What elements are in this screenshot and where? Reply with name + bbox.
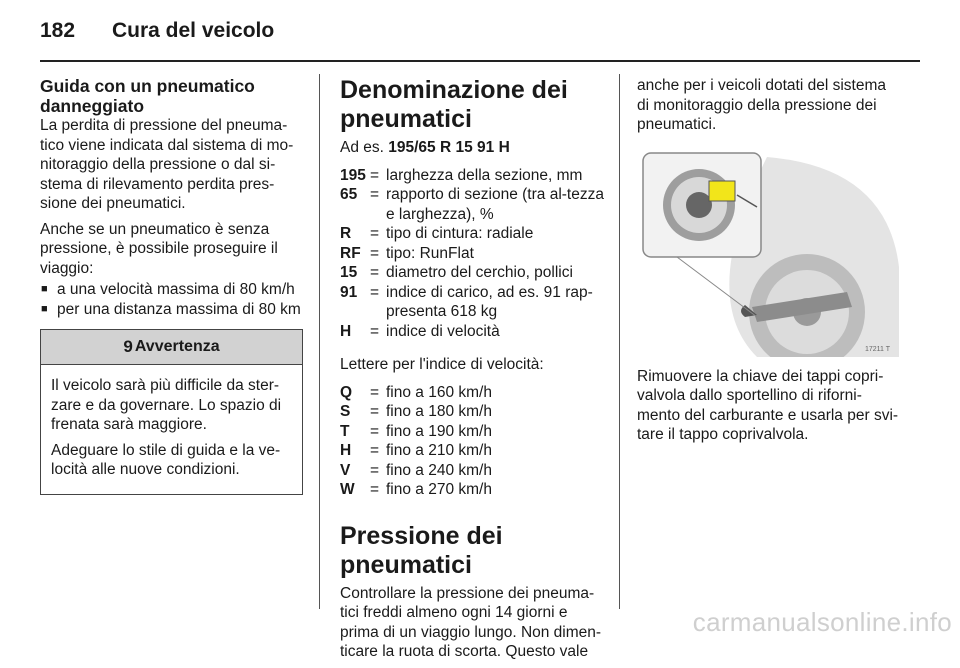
equals-sign: =	[370, 461, 380, 479]
paragraph: anche per i veicoli dotati del sistema di monitoraggio della pressione dei pneumatici.	[637, 77, 886, 133]
equals-sign: =	[370, 186, 380, 203]
equals-sign: =	[370, 422, 380, 440]
section-heading-tyre-pressure: Pressione dei pneumatici	[340, 521, 503, 579]
watermark: carmanualsonline.info	[692, 607, 952, 637]
section-heading-damaged-tyre: Guida con un pneumatico danneggiato	[40, 76, 255, 116]
list-item: ■ a una velocità massima di 80 km/h	[40, 280, 303, 300]
warning-body	[41, 365, 302, 494]
list-item: ■ per una distanza massima di 80 km	[40, 300, 303, 320]
equals-sign: =	[370, 481, 380, 498]
warning-text: Adeguare lo stile di guida e la ve-locità alle nuove condizioni.	[51, 441, 281, 478]
equals-sign: =	[370, 383, 380, 401]
code-key: 195	[340, 166, 366, 184]
page-number: 182	[40, 19, 76, 42]
column-2	[340, 76, 605, 668]
code-description: tipo: RunFlat	[386, 244, 474, 262]
code-description: tipo di cintura: radiale	[386, 225, 534, 242]
code-key: Q	[340, 383, 353, 401]
code-description: fino a 190 km/h	[386, 422, 492, 440]
equals-sign: =	[370, 322, 380, 340]
example-line	[340, 138, 605, 158]
code-key: 15	[340, 264, 358, 281]
column-3	[637, 76, 902, 451]
code-description: fino a 240 km/h	[386, 461, 492, 479]
code-description: diametro del cerchio, pollici	[386, 264, 573, 281]
section-heading-tyre-designation: Denominazione dei pneumatici	[340, 76, 568, 133]
equals-sign: =	[370, 244, 380, 262]
code-key: H	[340, 322, 352, 340]
speed-index-intro: Lettere per l'indice di velocità:	[340, 356, 544, 373]
warning-header	[41, 330, 302, 365]
warning-title: Avvertenza	[134, 338, 220, 356]
example-code: 195/65 R 15 91 H	[388, 139, 510, 156]
code-key: S	[340, 403, 351, 420]
example-prefix: Ad es.	[340, 139, 384, 156]
warning-box	[40, 329, 303, 495]
code-description: larghezza della sezione, mm	[386, 166, 583, 184]
code-description: fino a 180 km/h	[386, 403, 492, 420]
warning-triangle-icon: 9	[123, 337, 133, 357]
column-divider-1	[319, 74, 320, 609]
code-key: 91	[340, 283, 358, 301]
page-header	[40, 19, 274, 43]
code-key: R	[340, 225, 352, 242]
fuel-flap-valve-key-illustration	[637, 147, 899, 357]
equals-sign: =	[370, 283, 380, 301]
code-description: fino a 270 km/h	[386, 481, 492, 498]
paragraph: Controllare la pressione dei pneuma-tici freddi almeno ogni 14 giorni e prima di un viaggio lungo. Non dimen-ticare la ruota di scorta. Questo vale	[340, 584, 602, 660]
paragraph: La perdita di pressione del pneuma-tico viene indicata dal sistema di mo-nitoraggio della pressione o dal si-stema di rilevamento perdita pres-sione dei pneumatici.	[40, 117, 294, 212]
warning-text: Il veicolo sarà più difficile da ster-zare e da governare. Lo spazio di frenata sarà maggiore.	[51, 377, 282, 433]
code-description: fino a 160 km/h	[386, 383, 492, 401]
column-divider-2	[619, 74, 620, 609]
code-key: 65	[340, 186, 358, 203]
equals-sign: =	[370, 403, 380, 420]
equals-sign: =	[370, 225, 380, 242]
code-description: fino a 210 km/h	[386, 442, 492, 459]
code-key: W	[340, 481, 355, 498]
code-description: indice di carico, ad es. 91 rap-presenta 618 kg	[386, 283, 593, 320]
figure-code: 17211 T	[865, 345, 891, 353]
code-key: V	[340, 461, 351, 479]
page-title: Cura del veicolo	[112, 19, 275, 42]
code-description: indice di velocità	[386, 322, 500, 340]
bullet-list	[40, 280, 303, 319]
tyre-code-list	[340, 166, 605, 342]
code-key: T	[340, 422, 350, 440]
equals-sign: =	[370, 442, 380, 459]
equals-sign: =	[370, 166, 380, 184]
paragraph: Rimuovere la chiave dei tappi copri-valvola dallo sportellino di riforni-mento del carburante e usarla per svi-tare il tappo coprivalvola.	[637, 367, 899, 443]
speed-index-list	[340, 383, 605, 500]
code-key: H	[340, 442, 352, 459]
equals-sign: =	[370, 264, 380, 281]
code-description: rapporto di sezione (tra al-tezza e larghezza), %	[386, 186, 604, 223]
header-rule	[40, 60, 920, 62]
paragraph: Anche se un pneumatico è senza pressione, è possibile proseguire il viaggio:	[40, 220, 278, 277]
column-1	[40, 76, 303, 495]
code-key: RF	[340, 244, 361, 262]
